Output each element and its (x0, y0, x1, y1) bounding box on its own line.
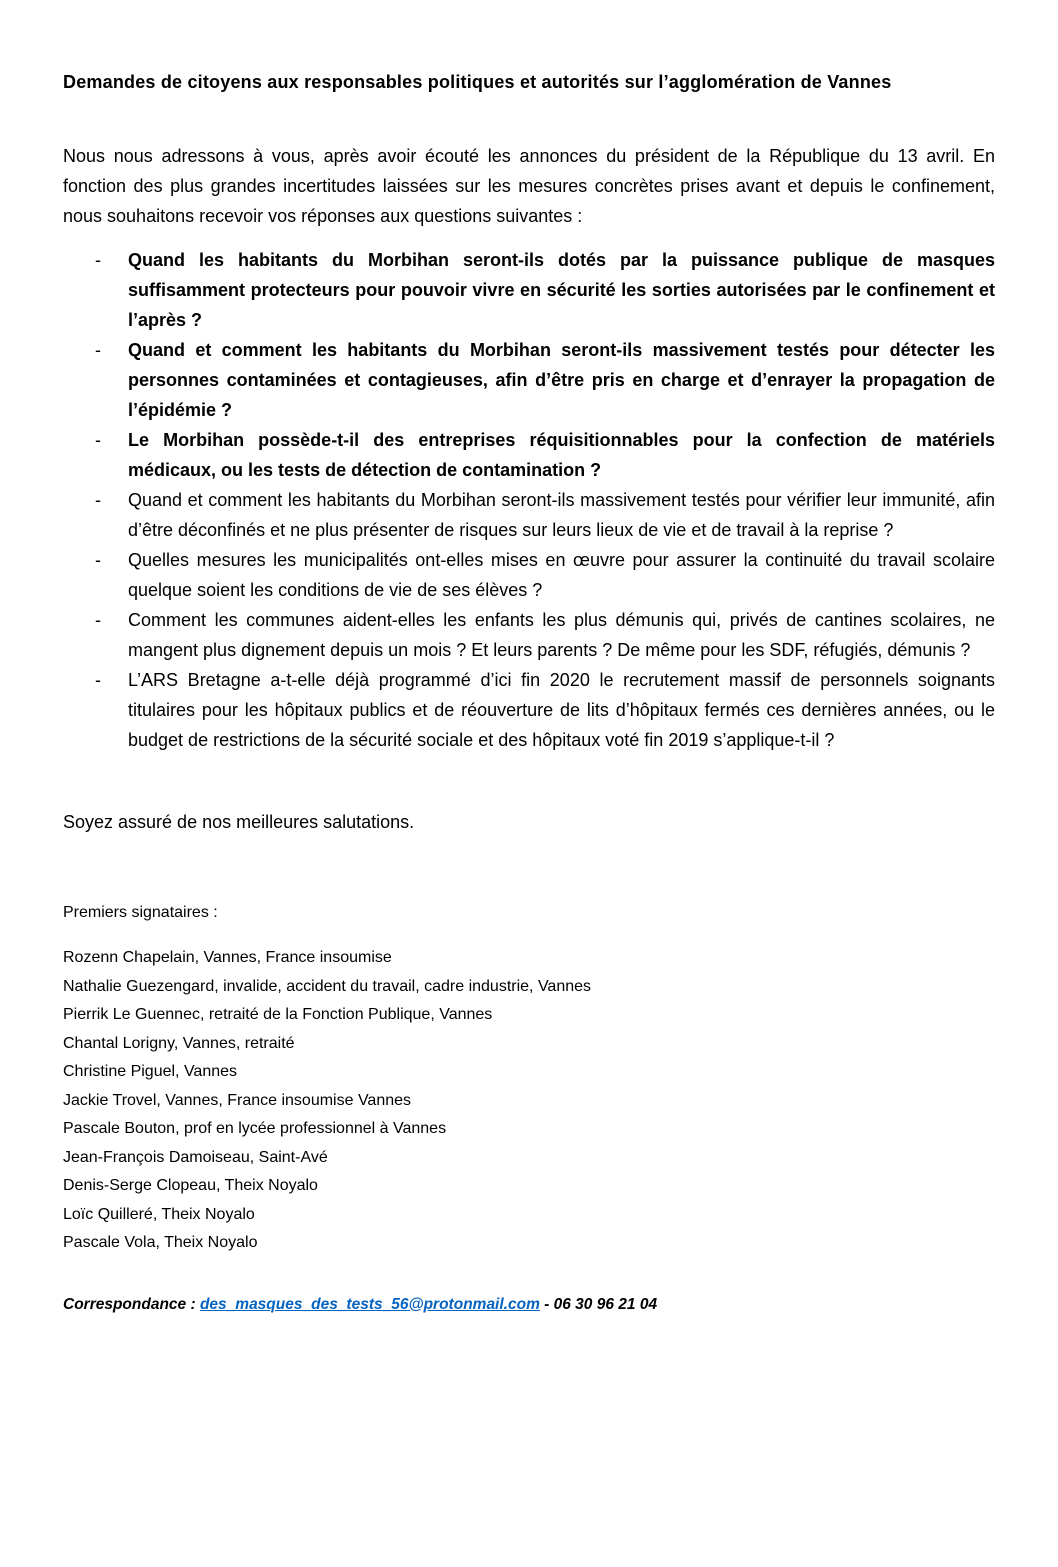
question-item (63, 335, 995, 425)
question-item (63, 485, 995, 545)
signatory-item: Jean-François Damoiseau, Saint-Avé (63, 1148, 328, 1166)
question-text: Quand et comment les habitants du Morbihan seront-ils massivement testés pour détecter les personnes contaminées et contagieuses, afin d’être pris en charge et d’enrayer la propagation de l’épidémie ? (128, 340, 995, 420)
signatory-item: Nathalie Guezengard, invalide, accident du travail, cadre industrie, Vannes (63, 977, 592, 995)
bullet-dash-icon: - (95, 340, 101, 360)
signatory-item: Loïc Quilleré, Theix Noyalo (63, 1205, 255, 1223)
question-item (63, 545, 995, 605)
correspondence-phone: - 06 30 96 21 04 (539, 1295, 658, 1313)
signatory-item: Denis-Serge Clopeau, Theix Noyalo (63, 1177, 318, 1194)
correspondence-label: Correspondance : (63, 1295, 200, 1313)
signatories-list (63, 944, 995, 1258)
bullet-dash-icon: - (95, 490, 101, 510)
bullet-dash-icon: - (95, 430, 101, 450)
bullet-dash-icon: - (95, 670, 101, 690)
signatory-item: Pascale Vola, Theix Noyalo (63, 1234, 258, 1251)
questions-list (63, 245, 995, 755)
signatory-item: Pierrik Le Guennec, retraité de la Fonction Publique, Vannes (63, 1006, 493, 1023)
question-text: Comment les communes aident-elles les enfants les plus démunis qui, privés de cantines scolaires, ne mangent plus dignement depuis un mois ? Et leurs parents ? De même pour les SDF, réfugiés, démunis ? (128, 610, 995, 660)
document-title: Demandes de citoyens aux responsables politiques et autorités sur l’agglomération de Vannes (63, 72, 892, 92)
signatory-item: Rozenn Chapelain, Vannes, France insoumise (63, 949, 392, 966)
question-text: L’ARS Bretagne a-t-elle déjà programmé d’ici fin 2020 le recrutement massif de personnels soignants titulaires pour les hôpitaux publics et de réouverture de lits d’hôpitaux fermés ces dernières années, ou le budget de restrictions de la sécurité sociale et des hôpitaux voté fin 2019 s’applique-t-il ? (128, 670, 995, 750)
bullet-dash-icon: - (95, 550, 101, 570)
correspondence-line (63, 1294, 995, 1316)
signatory-item: Christine Piguel, Vannes (63, 1063, 238, 1080)
question-text: Quand et comment les habitants du Morbihan seront-ils massivement testés pour vérifier leur immunité, afin d’être déconfinés et ne plus présenter de risques sur leurs lieux de vie et de travail à la reprise ? (128, 490, 995, 540)
closing-salutation: Soyez assuré de nos meilleures salutations. (63, 812, 415, 832)
signatory-item: Pascale Bouton, prof en lycée professionnel à Vannes (63, 1120, 447, 1137)
signatory-item: Chantal Lorigny, Vannes, retraité (63, 1034, 295, 1052)
bullet-dash-icon: - (95, 250, 101, 270)
signatory-item: Jackie Trovel, Vannes, France insoumise Vannes (63, 1091, 412, 1109)
question-text: Quelles mesures les municipalités ont-elles mises en œuvre pour assurer la continuité du travail scolaire quelque soient les conditions de vie de ses élèves ? (128, 550, 995, 600)
question-item (63, 665, 995, 755)
bullet-dash-icon: - (95, 610, 101, 630)
question-item (63, 605, 995, 665)
correspondence-email-link[interactable]: des_masques_des_tests_56@protonmail.com (199, 1295, 540, 1313)
document-page (0, 70, 1058, 1567)
signatories-heading: Premiers signataires : (63, 904, 218, 921)
question-item (63, 245, 995, 335)
intro-paragraph: Nous nous adressons à vous, après avoir écouté les annonces du président de la République du 13 avril. En fonction des plus grandes incertitudes laissées sur les mesures concrètes prises avant et depuis le confinement, nous souhaitons recevoir vos réponses aux questions suivantes : (63, 146, 995, 226)
question-text: Le Morbihan possède-t-il des entreprises réquisitionnables pour la confection de matériels médicaux, ou les tests de détection de contamination ? (128, 430, 995, 480)
question-text: Quand les habitants du Morbihan seront-ils dotés par la puissance publique de masques suffisamment protecteurs pour pouvoir vivre en sécurité les sorties autorisées par le confinement et l’après ? (128, 250, 995, 330)
question-item (63, 425, 995, 485)
